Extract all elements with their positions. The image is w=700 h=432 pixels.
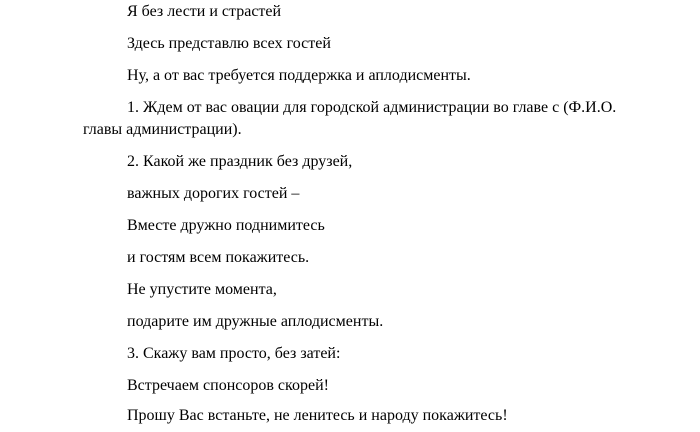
text-line-6: 2. Какой же праздник без друзей, [127, 153, 353, 170]
text-line-13: Встречаем спонсоров скорей! [127, 377, 329, 394]
text-line-11: подарите им дружные аплодисменты. [127, 313, 384, 330]
text-line-8: Вместе дружно поднимитесь [127, 217, 325, 234]
text-line-12: 3. Скажу вам просто, без затей: [127, 345, 341, 362]
text-line-4: 1. Ждем от вас овации для городской администрации во главе с (Ф.И.О. [127, 99, 617, 116]
text-line-1: Я без лести и страстей [127, 3, 282, 20]
text-line-10: Не упустите момента, [127, 281, 277, 298]
text-line-7: важных дорогих гостей – [127, 185, 300, 202]
text-line-2: Здесь представлю всех гостей [127, 35, 331, 52]
text-line-9: и гостям всем покажитесь. [127, 249, 310, 266]
text-line-5: главы администрации). [83, 121, 242, 138]
text-line-3: Ну, а от вас требуется поддержка и аплодисменты. [127, 67, 471, 84]
text-line-14: Прошу Вас встаньте, не ленитесь и народу покажитесь! [127, 407, 508, 424]
